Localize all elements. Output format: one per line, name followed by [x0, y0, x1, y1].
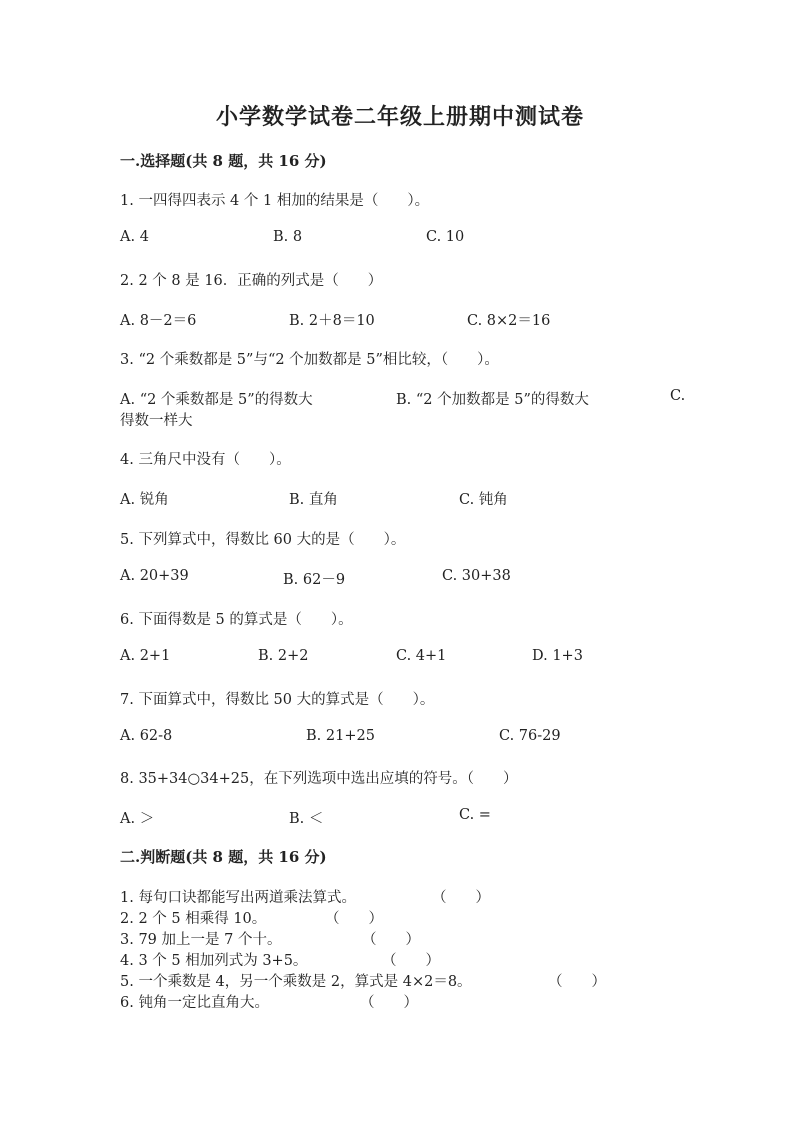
question-8: 8. 35+34○34+25，在下列选项中选出应填的符号。（ ）: [120, 771, 518, 787]
question-3: 3. “2 个乘数都是 5”与“2 个加数都是 5”相比较，（ ）。: [120, 352, 499, 368]
section-heading-choice: 一.选择题(共 8 题，共 16 分): [120, 152, 327, 170]
question-7: 7. 下面算式中，得数比 50 大的算式是（ ）。: [120, 692, 435, 708]
q7-option-b: B. 21+25: [306, 728, 375, 744]
q5-option-b: B. 62－9: [283, 572, 346, 588]
tf-item-1-answer[interactable]: （ ）: [432, 890, 490, 906]
q3-option-c-text: 得数一样大: [120, 413, 193, 429]
q4-option-c: C. 钝角: [459, 492, 508, 508]
tf-item-2: 2. 2 个 5 相乘得 10。: [120, 911, 267, 927]
section-heading-true-false: 二.判断题(共 8 题，共 16 分): [120, 848, 327, 866]
q8-option-a: A. ＞: [120, 811, 155, 827]
tf-item-6-answer[interactable]: （ ）: [360, 995, 418, 1011]
tf-item-3: 3. 79 加上一是 7 个十。: [120, 932, 282, 948]
q2-option-c: C. 8×2＝16: [467, 313, 551, 329]
tf-item-6: 6. 钝角一定比直角大。: [120, 995, 269, 1011]
tf-item-5: 5. 一个乘数是 4，另一个乘数是 2，算式是 4×2＝8。: [120, 974, 472, 990]
q4-option-a: A. 锐角: [120, 492, 169, 508]
q6-option-d: D. 1+3: [532, 648, 583, 664]
q1-option-a: A. 4: [120, 229, 149, 245]
tf-item-3-answer[interactable]: （ ）: [362, 932, 420, 948]
tf-item-4: 4. 3 个 5 相加列式为 3+5。: [120, 953, 308, 969]
q7-option-a: A. 62-8: [120, 728, 173, 744]
tf-item-4-answer[interactable]: （ ）: [382, 953, 440, 969]
q2-option-b: B. 2＋8＝10: [289, 313, 375, 329]
q4-option-b: B. 直角: [289, 492, 338, 508]
q6-option-a: A. 2+1: [120, 648, 171, 664]
tf-item-5-answer[interactable]: （ ）: [548, 974, 606, 990]
q3-option-c: C.: [670, 388, 686, 404]
q2-option-a: A. 8－2＝6: [120, 313, 197, 329]
q6-option-c: C. 4+1: [396, 648, 447, 664]
question-2: 2. 2 个 8 是 16．正确的列式是（ ）: [120, 273, 383, 289]
q8-option-b: B. ＜: [289, 811, 324, 827]
q5-option-c: C. 30+38: [442, 568, 511, 584]
q8-option-c: C. =: [459, 807, 491, 823]
q3-option-a: A. “2 个乘数都是 5”的得数大: [120, 392, 313, 408]
page-title: 小学数学试卷二年级上册期中测试卷: [215, 104, 584, 130]
question-4: 4. 三角尺中没有（ ）。: [120, 452, 291, 468]
q5-option-a: A. 20+39: [120, 568, 189, 584]
q7-option-c: C. 76-29: [499, 728, 561, 744]
tf-item-2-answer[interactable]: （ ）: [325, 911, 383, 927]
q6-option-b: B. 2+2: [258, 648, 309, 664]
q1-option-c: C. 10: [426, 229, 465, 245]
question-5: 5. 下列算式中，得数比 60 大的是（ ）。: [120, 532, 406, 548]
q3-option-b: B. “2 个加数都是 5”的得数大: [396, 392, 589, 408]
tf-item-1: 1. 每句口诀都能写出两道乘法算式。: [120, 890, 356, 906]
q1-option-b: B. 8: [273, 229, 303, 245]
question-6: 6. 下面得数是 5 的算式是（ ）。: [120, 612, 353, 628]
question-1: 1. 一四得四表示 4 个 1 相加的结果是（ ）。: [120, 193, 430, 209]
